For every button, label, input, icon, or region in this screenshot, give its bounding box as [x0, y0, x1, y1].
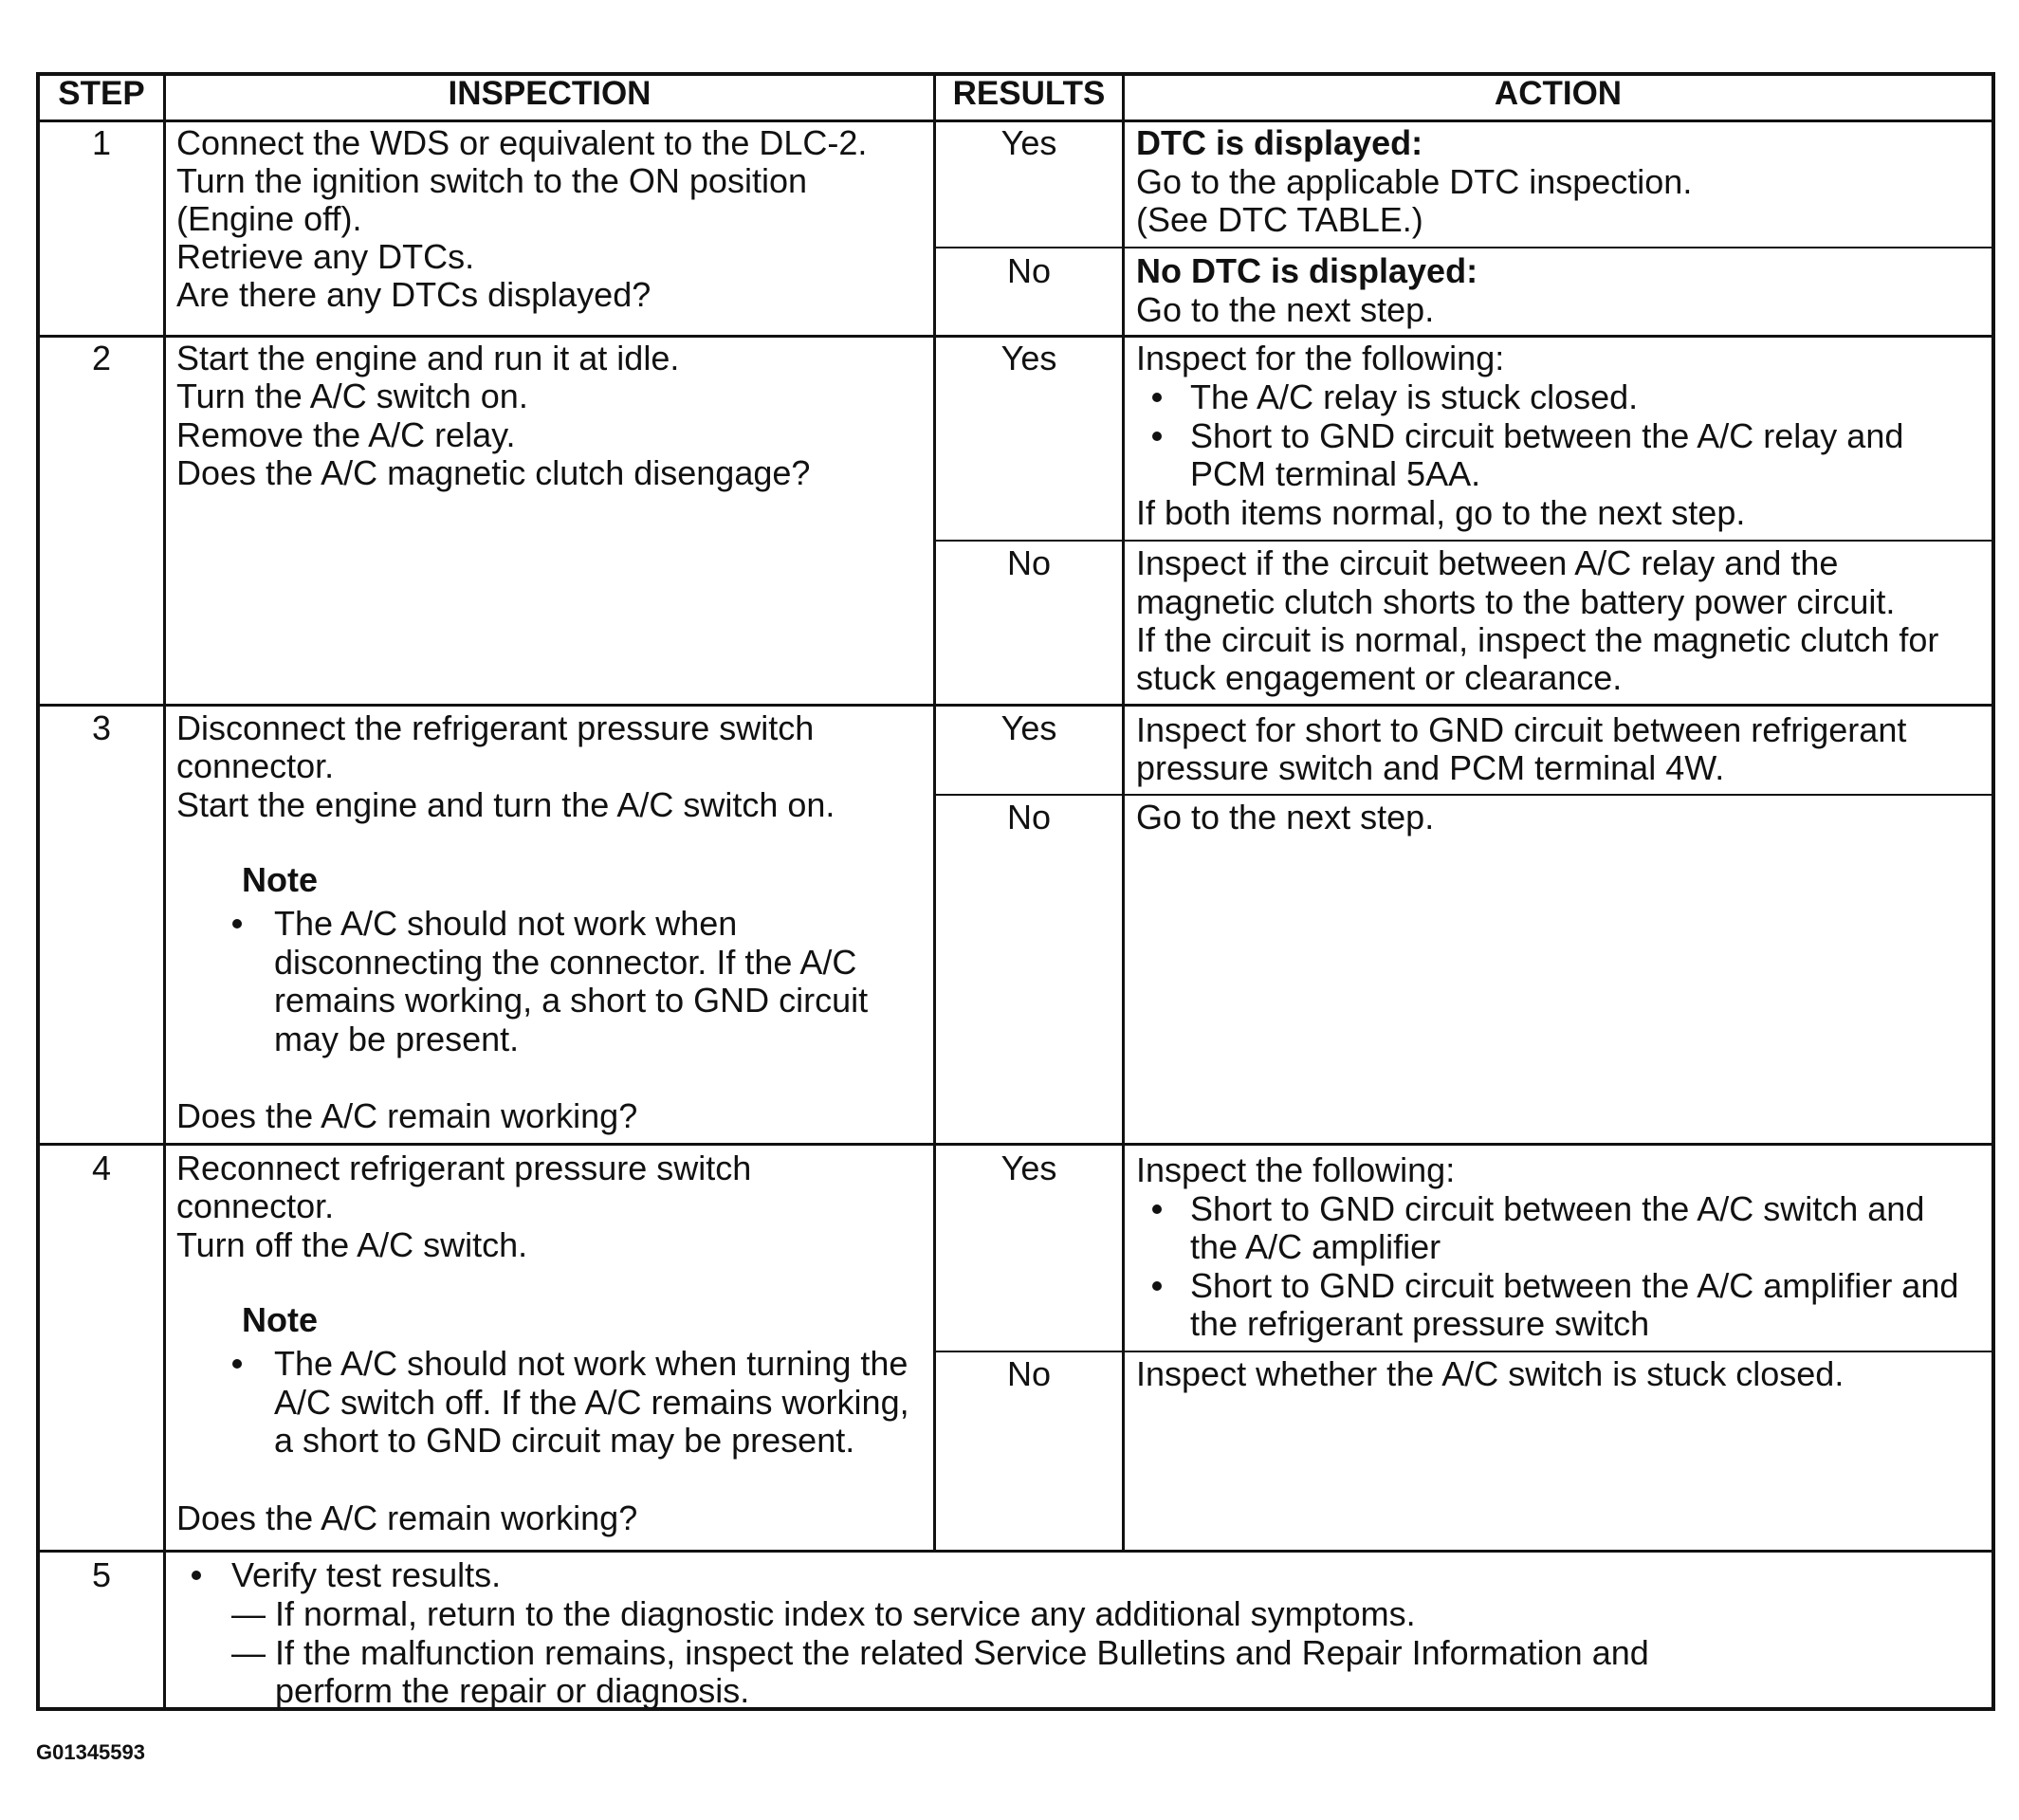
- row1-result-no: No: [1006, 251, 1052, 290]
- step-number-5: 5: [91, 1555, 112, 1594]
- bullet-icon: [1152, 393, 1162, 402]
- row2-yes-bullet: The A/C relay is stuck closed.: [1190, 377, 1639, 416]
- header-bottom-line: [36, 119, 1995, 122]
- table-border-right: [1991, 72, 1995, 1711]
- row4-note-line: a short to GND circuit may be present.: [274, 1421, 855, 1460]
- row4-question: Does the A/C remain working?: [176, 1498, 638, 1537]
- figure-code: G01345593: [36, 1740, 145, 1764]
- row2-inspection-line: Remove the A/C relay.: [176, 415, 516, 454]
- row4-yes-no-divider: [933, 1351, 1995, 1352]
- row2-bottom-line: [36, 704, 1995, 707]
- row3-note-title: Note: [242, 860, 318, 899]
- step-number-3: 3: [91, 708, 112, 747]
- step-number-1: 1: [91, 123, 112, 162]
- row3-result-yes: Yes: [1000, 708, 1057, 747]
- row2-no-action-line: Inspect if the circuit between A/C relay and the: [1136, 543, 1839, 582]
- row4-no-action-line: Inspect whether the A/C switch is stuck closed.: [1136, 1354, 1845, 1393]
- row4-yes-intro: Inspect the following:: [1136, 1150, 1456, 1189]
- row2-yes-intro: Inspect for the following:: [1136, 339, 1505, 377]
- bullet-icon: [1152, 1204, 1162, 1214]
- row3-inspection-line: connector.: [176, 746, 335, 785]
- column-divider-results: [1122, 72, 1125, 1552]
- row5-item: — If normal, return to the diagnostic index to service any additional symptoms.: [231, 1594, 1416, 1633]
- row1-yes-action-line: (See DTC TABLE.): [1136, 200, 1423, 239]
- row3-note-line: may be present.: [274, 1020, 520, 1058]
- bullet-icon: [1152, 1281, 1162, 1291]
- row4-result-yes: Yes: [1000, 1149, 1057, 1187]
- row3-yes-no-divider: [933, 794, 1995, 796]
- row1-result-yes: Yes: [1000, 123, 1057, 162]
- row1-no-title: No DTC is displayed:: [1136, 251, 1478, 290]
- row3-inspection-line: Disconnect the refrigerant pressure switch: [176, 708, 815, 747]
- row4-yes-bullet: Short to GND circuit between the A/C amplifier and: [1190, 1266, 1959, 1305]
- row2-inspection-line: Turn the A/C switch on.: [176, 377, 528, 415]
- step-number-2: 2: [91, 339, 112, 377]
- row3-note-line: remains working, a short to GND circuit: [274, 981, 869, 1020]
- row4-result-no: No: [1006, 1354, 1052, 1393]
- bullet-icon: [192, 1571, 201, 1580]
- row4-note-line: A/C switch off. If the A/C remains working,: [274, 1383, 909, 1422]
- bullet-icon: [232, 919, 242, 928]
- row4-note-title: Note: [242, 1300, 318, 1339]
- row2-yes-bullet: Short to GND circuit between the A/C relay and: [1190, 416, 1904, 455]
- row2-yes-outro: If both items normal, go to the next step.: [1136, 493, 1746, 532]
- step-number-4: 4: [91, 1149, 112, 1187]
- header-step: STEP: [58, 75, 145, 112]
- row5-verify: Verify test results.: [231, 1555, 502, 1594]
- row1-inspection-line: Are there any DTCs displayed?: [176, 275, 652, 314]
- bullet-icon: [1152, 432, 1162, 441]
- row2-yes-no-divider: [933, 540, 1995, 542]
- row3-note-line: The A/C should not work when: [274, 904, 738, 943]
- row4-inspection-line: connector.: [176, 1186, 335, 1225]
- row3-yes-action-line: Inspect for short to GND circuit between refrigerant: [1136, 710, 1907, 749]
- row4-yes-bullet-continuation: the refrigerant pressure switch: [1190, 1304, 1650, 1343]
- row3-question: Does the A/C remain working?: [176, 1096, 638, 1135]
- row5-item: — If the malfunction remains, inspect the related Service Bulletins and Repair Information and: [231, 1633, 1649, 1672]
- row2-no-action-line: stuck engagement or clearance.: [1136, 658, 1623, 697]
- table-border-left: [36, 72, 40, 1711]
- row3-inspection-line: Start the engine and turn the A/C switch on.: [176, 785, 835, 824]
- row5-item-continuation: perform the repair or diagnosis.: [275, 1671, 750, 1710]
- header-inspection: INSPECTION: [448, 75, 652, 112]
- column-divider-step: [163, 72, 166, 1711]
- row4-yes-bullet: Short to GND circuit between the A/C switch and: [1190, 1189, 1925, 1228]
- row1-yes-no-divider: [933, 247, 1995, 248]
- row4-inspection-line: Turn off the A/C switch.: [176, 1225, 528, 1264]
- row1-inspection-line: Turn the ignition switch to the ON position: [176, 161, 807, 200]
- bullet-icon: [232, 1359, 242, 1369]
- row3-note-line: disconnecting the connector. If the A/C: [274, 943, 857, 982]
- row1-inspection-line: Connect the WDS or equivalent to the DLC-2.: [176, 123, 868, 162]
- row3-no-action-line: Go to the next step.: [1136, 798, 1435, 836]
- row4-yes-bullet-continuation: the A/C amplifier: [1190, 1227, 1441, 1266]
- header-action: ACTION: [1494, 75, 1623, 112]
- row3-yes-action-line: pressure switch and PCM terminal 4W.: [1136, 748, 1725, 787]
- row2-inspection-line: Start the engine and run it at idle.: [176, 339, 680, 377]
- row1-yes-title: DTC is displayed:: [1136, 123, 1423, 162]
- row1-inspection-line: (Engine off).: [176, 199, 362, 238]
- row2-no-action-line: If the circuit is normal, inspect the magnetic clutch for: [1136, 620, 1939, 659]
- row1-inspection-line: Retrieve any DTCs.: [176, 237, 475, 276]
- row1-bottom-line: [36, 335, 1995, 338]
- row2-inspection-line: Does the A/C magnetic clutch disengage?: [176, 453, 811, 492]
- row4-bottom-line: [36, 1550, 1995, 1553]
- row2-result-no: No: [1006, 543, 1052, 582]
- row1-yes-action-line: Go to the applicable DTC inspection.: [1136, 162, 1693, 201]
- row3-bottom-line: [36, 1143, 1995, 1146]
- row4-inspection-line: Reconnect refrigerant pressure switch: [176, 1149, 752, 1187]
- row3-result-no: No: [1006, 798, 1052, 836]
- row2-yes-bullet-continuation: PCM terminal 5AA.: [1190, 454, 1481, 493]
- row4-note-line: The A/C should not work when turning the: [274, 1344, 909, 1383]
- row2-result-yes: Yes: [1000, 339, 1057, 377]
- row2-no-action-line: magnetic clutch shorts to the battery power circuit.: [1136, 582, 1896, 621]
- row1-no-action-line: Go to the next step.: [1136, 290, 1435, 329]
- header-results: RESULTS: [952, 75, 1106, 112]
